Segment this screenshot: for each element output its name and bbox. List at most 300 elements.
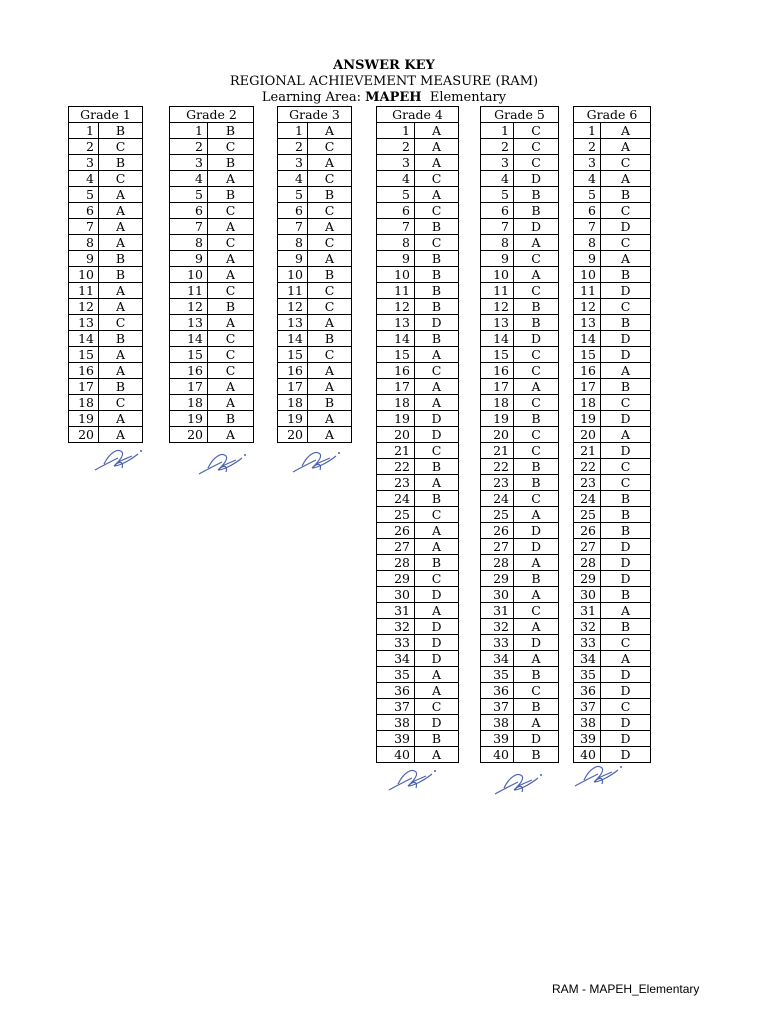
item-number: 19 — [574, 411, 601, 427]
answer-cell: D — [601, 283, 651, 299]
table-row — [170, 139, 254, 155]
table-row — [574, 635, 651, 651]
item-number: 19 — [69, 411, 99, 427]
answer-cell: B — [514, 699, 559, 715]
table-row — [481, 507, 559, 523]
answer-cell: D — [601, 539, 651, 555]
table-row — [69, 395, 143, 411]
item-number: 1 — [481, 123, 514, 139]
item-number: 15 — [278, 347, 308, 363]
table-row — [377, 603, 459, 619]
item-number: 23 — [377, 475, 415, 491]
table-row — [377, 219, 459, 235]
item-number: 5 — [278, 187, 308, 203]
answer-cell: C — [415, 699, 459, 715]
answer-cell: C — [514, 395, 559, 411]
answer-cell: C — [208, 283, 254, 299]
item-number: 3 — [574, 155, 601, 171]
item-number: 28 — [377, 555, 415, 571]
answer-cell: D — [514, 635, 559, 651]
answer-cell: C — [601, 299, 651, 315]
item-number: 16 — [377, 363, 415, 379]
answer-cell: D — [601, 331, 651, 347]
item-number: 13 — [481, 315, 514, 331]
answer-cell: A — [99, 219, 143, 235]
answer-cell: D — [601, 219, 651, 235]
table-row — [377, 315, 459, 331]
table-row — [278, 347, 352, 363]
answer-cell: A — [415, 139, 459, 155]
item-number: 31 — [377, 603, 415, 619]
answer-cell: C — [208, 331, 254, 347]
answer-cell: A — [415, 667, 459, 683]
answer-cell: D — [601, 555, 651, 571]
table-row — [69, 235, 143, 251]
item-number: 39 — [574, 731, 601, 747]
answer-cell: A — [308, 427, 352, 443]
signature-grade-4 — [386, 764, 444, 794]
answer-cell: C — [208, 235, 254, 251]
item-number: 24 — [574, 491, 601, 507]
item-number: 22 — [481, 459, 514, 475]
item-number: 16 — [69, 363, 99, 379]
table-row — [377, 683, 459, 699]
item-number: 34 — [481, 651, 514, 667]
answer-cell: D — [601, 747, 651, 763]
table-row — [481, 555, 559, 571]
table-row — [574, 555, 651, 571]
answer-cell: A — [208, 379, 254, 395]
answer-cell: C — [415, 507, 459, 523]
item-number: 11 — [69, 283, 99, 299]
table-row — [574, 587, 651, 603]
answer-cell: C — [208, 363, 254, 379]
item-number: 28 — [481, 555, 514, 571]
item-number: 29 — [481, 571, 514, 587]
answer-cell: C — [514, 603, 559, 619]
answer-cell: B — [601, 507, 651, 523]
item-number: 8 — [278, 235, 308, 251]
answer-cell: C — [415, 443, 459, 459]
answer-cell: D — [514, 731, 559, 747]
answer-cell: C — [601, 459, 651, 475]
item-number: 3 — [481, 155, 514, 171]
grade-1-table — [68, 106, 143, 443]
table-row — [377, 459, 459, 475]
answer-cell: D — [514, 219, 559, 235]
grade-2-table — [169, 106, 254, 443]
table-row — [170, 187, 254, 203]
answer-cell: B — [99, 379, 143, 395]
item-number: 28 — [574, 555, 601, 571]
table-row — [481, 587, 559, 603]
item-number: 12 — [278, 299, 308, 315]
table-row — [377, 139, 459, 155]
answer-cell: C — [514, 251, 559, 267]
table-row — [481, 475, 559, 491]
item-number: 14 — [278, 331, 308, 347]
table-row — [377, 267, 459, 283]
table-row — [377, 171, 459, 187]
table-row — [574, 683, 651, 699]
table-row — [69, 363, 143, 379]
table-row — [377, 619, 459, 635]
item-number: 20 — [481, 427, 514, 443]
table-row — [574, 123, 651, 139]
table-row — [574, 523, 651, 539]
table-row — [574, 395, 651, 411]
answer-cell: A — [99, 363, 143, 379]
table-row — [170, 427, 254, 443]
answer-cell: B — [514, 571, 559, 587]
item-number: 2 — [278, 139, 308, 155]
answer-cell: B — [308, 267, 352, 283]
table-row — [278, 411, 352, 427]
item-number: 32 — [377, 619, 415, 635]
table-row — [69, 267, 143, 283]
answer-cell: D — [415, 315, 459, 331]
table-row — [481, 747, 559, 763]
item-number: 38 — [377, 715, 415, 731]
answer-cell: A — [415, 395, 459, 411]
answer-cell: B — [514, 459, 559, 475]
answer-cell: C — [601, 635, 651, 651]
table-row — [481, 651, 559, 667]
table-row — [574, 699, 651, 715]
item-number: 25 — [481, 507, 514, 523]
table-row — [574, 203, 651, 219]
item-number: 6 — [377, 203, 415, 219]
table-row — [377, 523, 459, 539]
signature-grade-1 — [92, 444, 150, 474]
answer-cell: A — [308, 315, 352, 331]
answer-cell: A — [208, 219, 254, 235]
page-title: ANSWER KEY — [333, 58, 435, 73]
answer-cell: A — [514, 379, 559, 395]
table-row — [69, 219, 143, 235]
answer-cell: C — [99, 315, 143, 331]
table-row — [377, 235, 459, 251]
table-row — [574, 475, 651, 491]
table-row — [278, 187, 352, 203]
table-row — [278, 203, 352, 219]
item-number: 6 — [481, 203, 514, 219]
item-number: 8 — [69, 235, 99, 251]
item-number: 13 — [377, 315, 415, 331]
answer-cell: B — [99, 155, 143, 171]
item-number: 31 — [481, 603, 514, 619]
table-row — [481, 363, 559, 379]
table-row — [377, 427, 459, 443]
answer-cell: D — [601, 411, 651, 427]
table-row — [377, 491, 459, 507]
item-number: 35 — [481, 667, 514, 683]
table-row — [574, 155, 651, 171]
table-row — [574, 315, 651, 331]
table-row — [574, 539, 651, 555]
table-row — [574, 171, 651, 187]
table-row — [574, 347, 651, 363]
table-row — [278, 427, 352, 443]
grade-3-table — [277, 106, 352, 443]
table-row — [69, 315, 143, 331]
item-number: 30 — [481, 587, 514, 603]
item-number: 39 — [377, 731, 415, 747]
answer-cell: C — [514, 155, 559, 171]
table-row — [170, 171, 254, 187]
answer-cell: A — [308, 123, 352, 139]
table-row — [481, 299, 559, 315]
table-row — [574, 459, 651, 475]
item-number: 5 — [170, 187, 208, 203]
item-number: 32 — [481, 619, 514, 635]
answer-cell: C — [208, 139, 254, 155]
item-number: 5 — [574, 187, 601, 203]
answer-cell: A — [514, 507, 559, 523]
table-row — [377, 203, 459, 219]
table-row — [574, 715, 651, 731]
item-number: 12 — [481, 299, 514, 315]
answer-cell: C — [415, 571, 459, 587]
item-number: 23 — [481, 475, 514, 491]
answer-cell: C — [514, 683, 559, 699]
answer-cell: C — [99, 139, 143, 155]
answer-cell: C — [208, 203, 254, 219]
table-row — [377, 635, 459, 651]
item-number: 15 — [170, 347, 208, 363]
learning-area-label: Learning Area: — [261, 90, 361, 105]
item-number: 17 — [574, 379, 601, 395]
item-number: 1 — [278, 123, 308, 139]
item-number: 32 — [574, 619, 601, 635]
answer-cell: A — [514, 587, 559, 603]
table-row — [574, 427, 651, 443]
answer-cell: A — [208, 251, 254, 267]
table-row — [377, 283, 459, 299]
item-number: 18 — [377, 395, 415, 411]
item-number: 13 — [69, 315, 99, 331]
table-row — [574, 283, 651, 299]
table-row — [377, 475, 459, 491]
table-row — [377, 379, 459, 395]
answer-cell: D — [601, 347, 651, 363]
answer-cell: C — [514, 347, 559, 363]
item-number: 19 — [377, 411, 415, 427]
answer-cell: B — [415, 555, 459, 571]
answer-cell: B — [208, 123, 254, 139]
item-number: 34 — [377, 651, 415, 667]
table-row — [377, 251, 459, 267]
item-number: 19 — [170, 411, 208, 427]
item-number: 6 — [278, 203, 308, 219]
item-number: 29 — [377, 571, 415, 587]
item-number: 35 — [574, 667, 601, 683]
item-number: 25 — [377, 507, 415, 523]
table-row — [170, 251, 254, 267]
answer-cell: C — [415, 203, 459, 219]
answer-cell: B — [514, 203, 559, 219]
table-row — [69, 251, 143, 267]
answer-cell: C — [514, 427, 559, 443]
table-row — [377, 667, 459, 683]
table-row — [69, 155, 143, 171]
table-row — [170, 155, 254, 171]
item-number: 17 — [481, 379, 514, 395]
table-row — [574, 139, 651, 155]
answer-cell: A — [415, 379, 459, 395]
table-row — [377, 571, 459, 587]
answer-cell: D — [514, 523, 559, 539]
answer-cell: A — [99, 411, 143, 427]
item-number: 9 — [377, 251, 415, 267]
answer-cell: A — [99, 347, 143, 363]
item-number: 4 — [574, 171, 601, 187]
table-row — [481, 331, 559, 347]
answer-cell: A — [601, 139, 651, 155]
item-number: 2 — [574, 139, 601, 155]
table-row — [481, 491, 559, 507]
item-number: 37 — [377, 699, 415, 715]
answer-cell: B — [601, 267, 651, 283]
answer-cell: D — [601, 443, 651, 459]
item-number: 33 — [377, 635, 415, 651]
answer-cell: A — [415, 187, 459, 203]
table-row — [69, 379, 143, 395]
item-number: 11 — [574, 283, 601, 299]
table-row — [481, 203, 559, 219]
table-row — [481, 315, 559, 331]
answer-cell: C — [308, 299, 352, 315]
item-number: 11 — [170, 283, 208, 299]
answer-cell: D — [415, 635, 459, 651]
answer-cell: C — [308, 347, 352, 363]
answer-cell: B — [308, 331, 352, 347]
answer-cell: B — [208, 299, 254, 315]
answer-cell: A — [601, 251, 651, 267]
item-number: 14 — [377, 331, 415, 347]
item-number: 40 — [481, 747, 514, 763]
grade-header: Grade 1 — [69, 107, 143, 123]
item-number: 5 — [69, 187, 99, 203]
table-row — [481, 635, 559, 651]
answer-cell: B — [99, 331, 143, 347]
page-footer: RAM - MAPEH_Elementary — [552, 982, 700, 996]
item-number: 8 — [574, 235, 601, 251]
table-row — [170, 299, 254, 315]
item-number: 9 — [69, 251, 99, 267]
table-row — [377, 651, 459, 667]
table-row — [377, 587, 459, 603]
answer-cell: A — [99, 283, 143, 299]
table-row — [481, 251, 559, 267]
item-number: 11 — [481, 283, 514, 299]
item-number: 2 — [69, 139, 99, 155]
item-number: 11 — [377, 283, 415, 299]
table-row — [574, 299, 651, 315]
item-number: 27 — [481, 539, 514, 555]
item-number: 7 — [69, 219, 99, 235]
answer-cell: A — [99, 299, 143, 315]
item-number: 40 — [377, 747, 415, 763]
answer-cell: A — [415, 123, 459, 139]
answer-cell: A — [514, 555, 559, 571]
table-row — [481, 155, 559, 171]
table-row — [481, 699, 559, 715]
table-row — [574, 187, 651, 203]
answer-cell: A — [208, 427, 254, 443]
item-number: 38 — [574, 715, 601, 731]
table-row — [170, 203, 254, 219]
answer-cell: A — [415, 683, 459, 699]
item-number: 3 — [377, 155, 415, 171]
table-row — [574, 731, 651, 747]
answer-cell: C — [601, 395, 651, 411]
answer-cell: A — [308, 379, 352, 395]
answer-cell: A — [208, 171, 254, 187]
table-row — [377, 363, 459, 379]
table-row — [481, 235, 559, 251]
answer-cell: A — [601, 651, 651, 667]
item-number: 19 — [481, 411, 514, 427]
answer-cell: C — [308, 235, 352, 251]
grade-6-table — [573, 106, 651, 763]
answer-cell: A — [601, 603, 651, 619]
table-row — [278, 379, 352, 395]
table-row — [278, 235, 352, 251]
table-row — [278, 299, 352, 315]
answer-cell: C — [308, 203, 352, 219]
item-number: 29 — [574, 571, 601, 587]
table-row — [481, 379, 559, 395]
grade-header: Grade 4 — [377, 107, 459, 123]
table-row — [278, 363, 352, 379]
table-row — [481, 715, 559, 731]
answer-cell: C — [601, 155, 651, 171]
table-row — [377, 187, 459, 203]
table-row — [170, 235, 254, 251]
answer-cell: D — [514, 171, 559, 187]
table-row — [377, 123, 459, 139]
answer-cell: B — [601, 491, 651, 507]
item-number: 20 — [377, 427, 415, 443]
answer-cell: A — [415, 747, 459, 763]
item-number: 10 — [377, 267, 415, 283]
table-row — [69, 187, 143, 203]
item-number: 3 — [170, 155, 208, 171]
answer-cell: A — [514, 235, 559, 251]
item-number: 10 — [69, 267, 99, 283]
table-row — [69, 347, 143, 363]
table-row — [69, 299, 143, 315]
item-number: 17 — [69, 379, 99, 395]
table-row — [170, 411, 254, 427]
table-row — [170, 395, 254, 411]
table-row — [481, 427, 559, 443]
answer-cell: A — [514, 715, 559, 731]
answer-cell: A — [308, 363, 352, 379]
answer-cell: C — [208, 347, 254, 363]
answer-cell: B — [415, 331, 459, 347]
answer-cell: B — [208, 411, 254, 427]
answer-cell: A — [514, 267, 559, 283]
table-row — [574, 571, 651, 587]
item-number: 12 — [377, 299, 415, 315]
item-number: 1 — [170, 123, 208, 139]
item-number: 8 — [377, 235, 415, 251]
item-number: 24 — [377, 491, 415, 507]
item-number: 36 — [481, 683, 514, 699]
table-row — [170, 379, 254, 395]
